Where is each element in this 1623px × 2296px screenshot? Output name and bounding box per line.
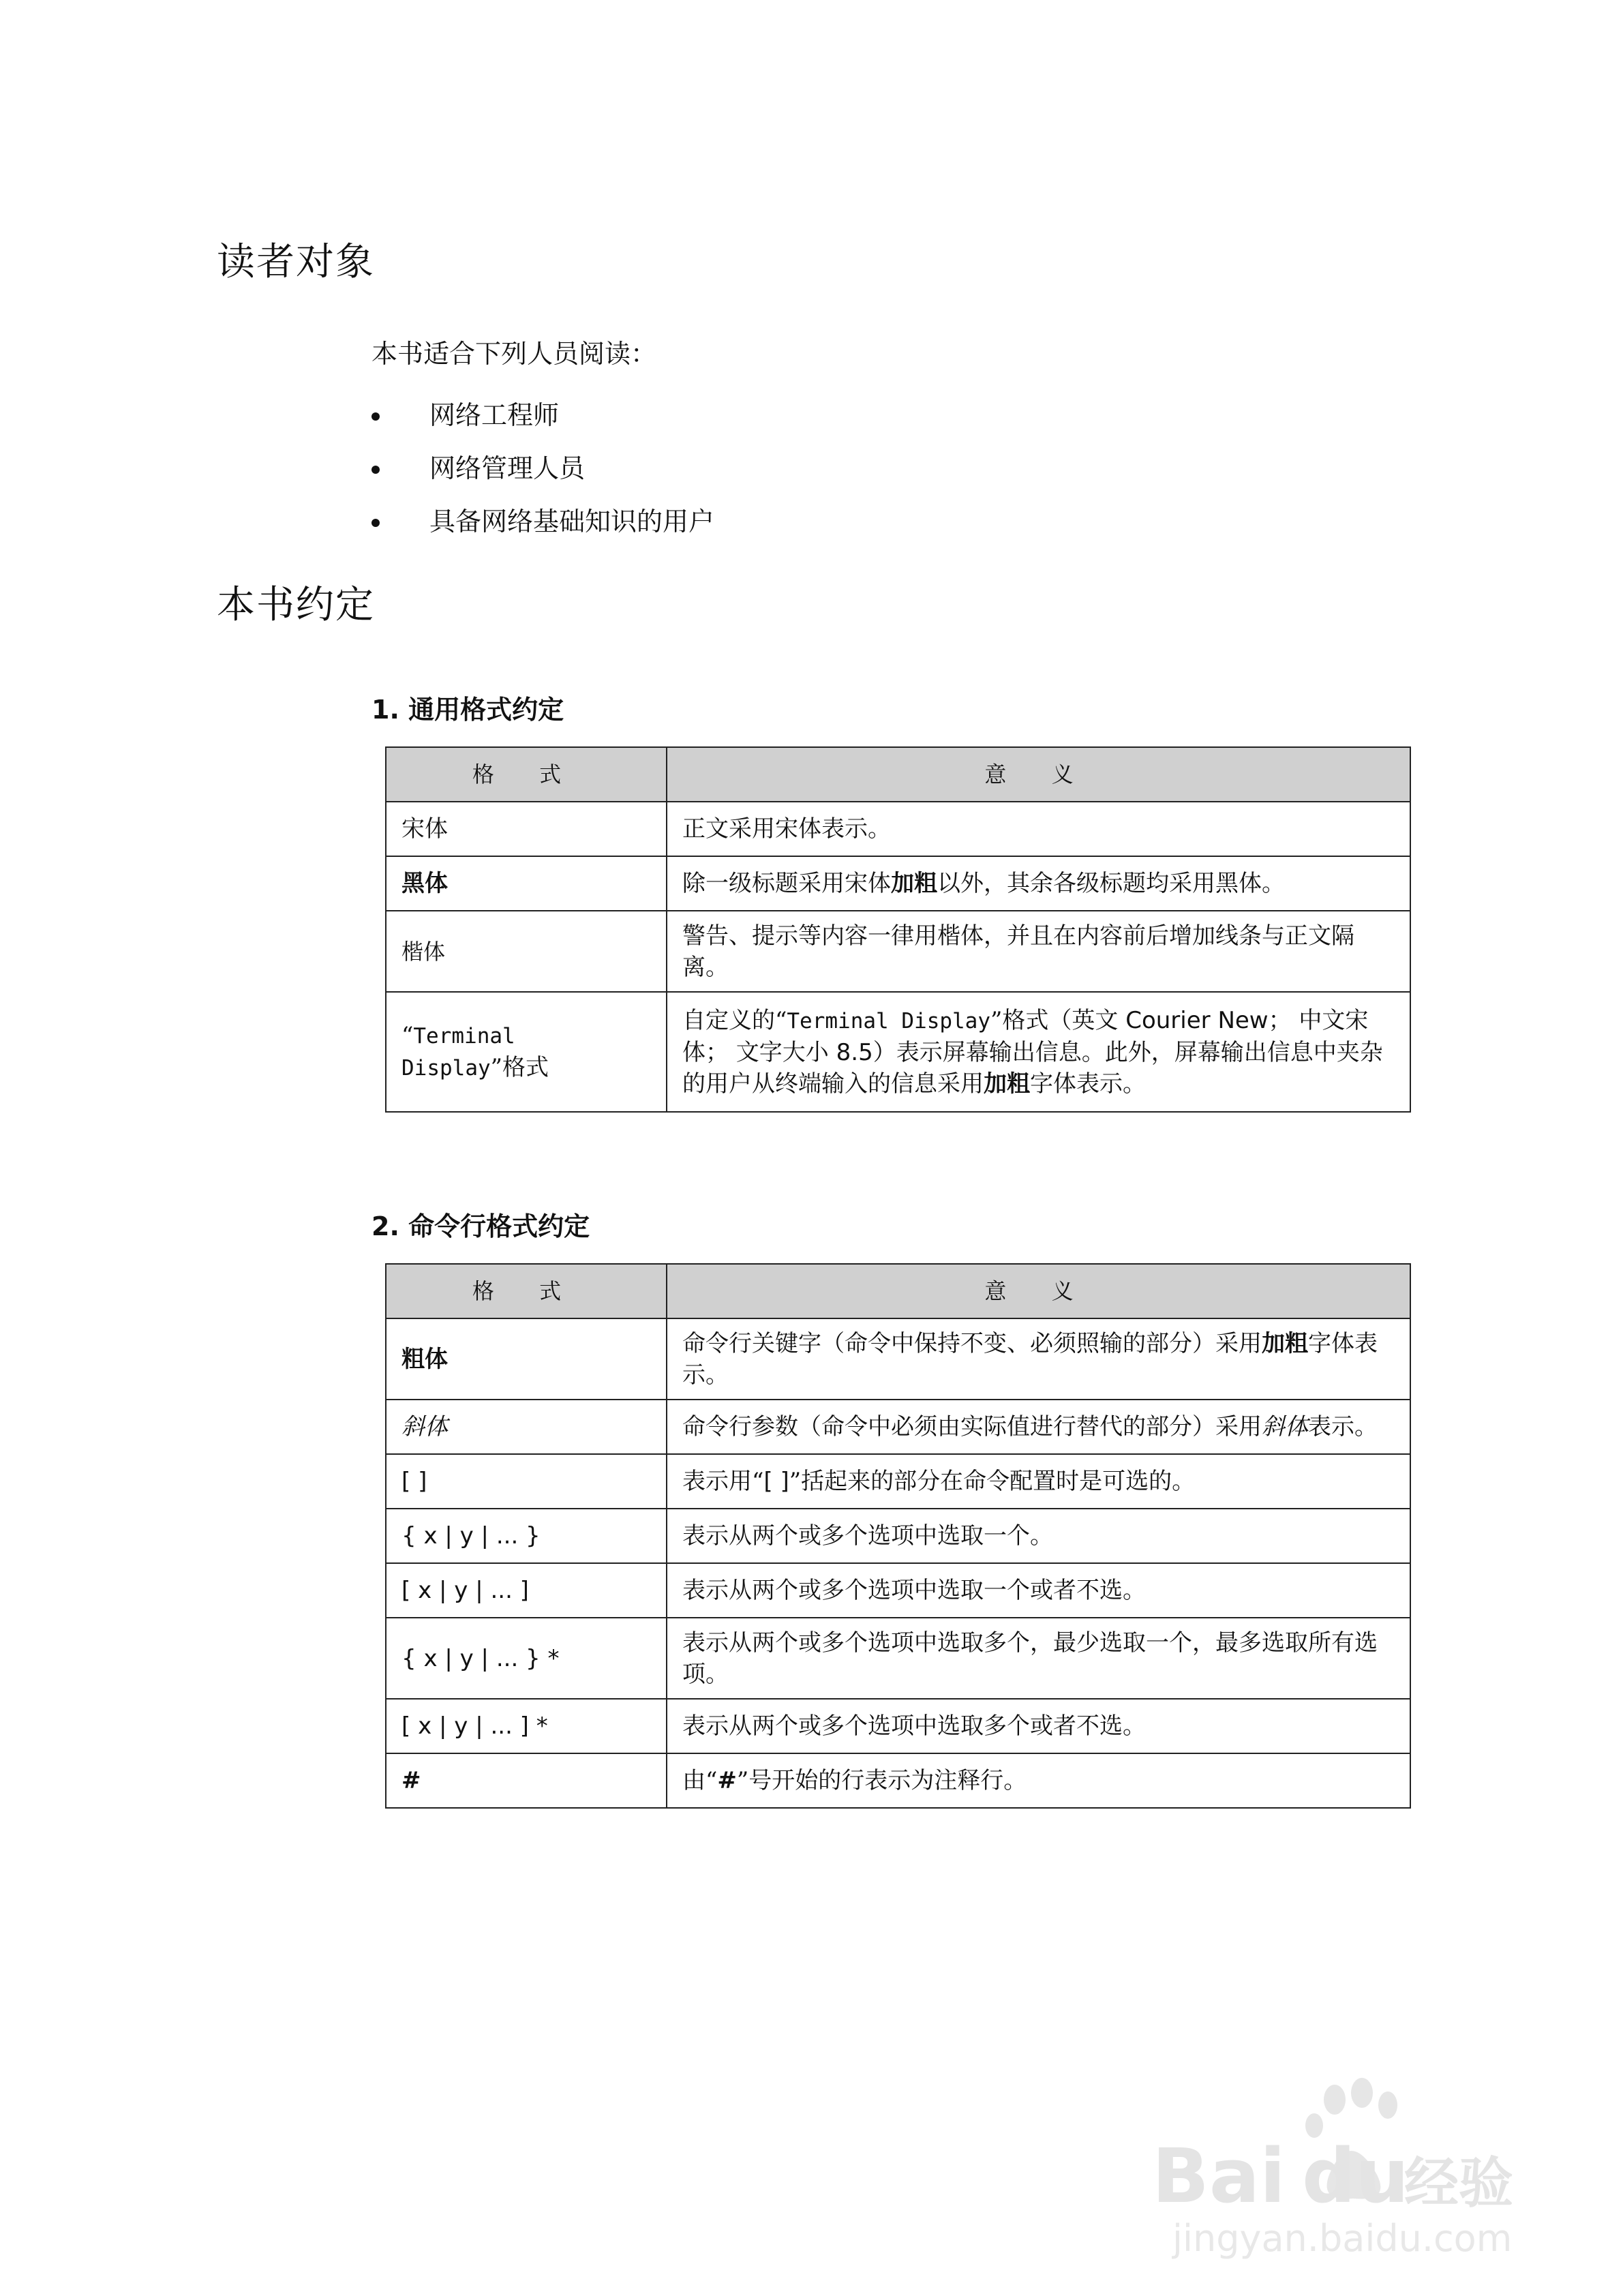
list-item-label: 具备网络基础知识的用户 [429,507,715,537]
meaning-text: 字体表示。 [1030,1070,1146,1098]
meaning-text: ； 中文宋体； 文字大小 [682,1006,1369,1066]
table-row [386,802,1410,856]
meaning-text: 自定义的“ [682,1006,787,1034]
meaning-text: ”格式（英文 [990,1006,1126,1034]
meaning-text: ”号开始的行表示为注释行。 [736,1767,1027,1794]
format-cell: 粗体 [386,1318,667,1400]
list-item [371,389,714,442]
format-mono-text: Terminal Display [401,1024,515,1081]
meaning-text: 表示用“ [682,1468,764,1495]
format-cell: 宋体 [386,802,667,856]
meaning-cell [667,1753,1410,1808]
table-row [386,1753,1410,1808]
meaning-text: 命令行关键字（命令中保持不变、必须照输的部分）采用 [682,1329,1262,1357]
meaning-text: ”括起来的部分在命令配置时是可选的。 [789,1468,1196,1495]
meaning-cell [667,856,1410,911]
meaning-text: 除一级标题采用宋体 [682,870,891,897]
format-cell: 楷体 [386,911,667,992]
table-row [386,856,1410,911]
meaning-sans-text: Courier New [1125,1006,1269,1034]
format-cell: 黑体 [386,856,667,911]
meaning-bold-text: 加粗 [984,1070,1030,1098]
meaning-mono-text: Terminal Display [787,1008,991,1033]
format-text: “ [401,1022,414,1049]
bullet-icon [371,519,380,527]
meaning-text: 表示。 [1308,1413,1378,1440]
meaning-cell: 正文采用宋体表示。 [667,802,1410,856]
table-row [386,1563,1410,1618]
watermark-brand-du: du [1302,2132,1410,2220]
meaning-text: 字体表示。 [682,1329,1378,1389]
meaning-text: 命令行参数（命令中必须由实际值进行替代的部分）采用 [682,1413,1262,1440]
meaning-cell: 表示从两个或多个选项中选取多个或者不选。 [667,1699,1410,1753]
meaning-sans-text: 8.5 [836,1038,873,1066]
format-cell: [ x | y | ... ] * [386,1699,667,1753]
list-item [371,442,714,495]
list-item [371,495,714,548]
column-header-meaning: 意 义 [667,747,1410,802]
list-item-label: 网络工程师 [429,400,560,430]
format-cell: { x | y | ... } [386,1509,667,1563]
table-row [386,1400,1410,1454]
format-cell: [ ] [386,1454,667,1509]
baidu-jingyan-watermark [1145,2072,1527,2277]
format-cell: [ x | y | ... ] [386,1563,667,1618]
column-header-format: 格 式 [386,747,667,802]
list-item-label: 网络管理人员 [429,453,586,483]
table-row [386,1509,1410,1563]
meaning-symbol-text: [ ] [763,1468,789,1495]
meaning-cell [667,992,1410,1112]
table-row [386,1618,1410,1699]
meaning-cell: 表示从两个或多个选项中选取多个，最少选取一个，最多选取所有选项。 [667,1618,1410,1699]
table-row [386,1454,1410,1509]
meaning-italic-text: 斜体 [1262,1413,1308,1440]
table-row [386,1699,1410,1753]
table-header-row [386,1264,1410,1318]
readers-intro: 本书适合下列人员阅读： [371,339,657,369]
meaning-cell: 表示从两个或多个选项中选取一个。 [667,1509,1410,1563]
meaning-symbol-text: # [717,1767,737,1794]
meaning-bold-text: 加粗 [891,870,937,897]
format-cell: 斜体 [386,1400,667,1454]
bullet-icon [371,466,380,474]
format-cell: { x | y | ... } * [386,1618,667,1699]
readers-list [371,389,714,548]
format-cell: # [386,1753,667,1808]
meaning-cell [667,1318,1410,1400]
meaning-text: ）表示屏幕输出信息。此外，屏幕输出信息中夹杂的用户从终端输入的信息采用 [682,1038,1383,1098]
meaning-text: 以外，其余各级标题均采用黑体。 [937,870,1285,897]
format-text: ”格式 [490,1054,549,1081]
watermark-cn: 经验 [1404,2151,1513,2215]
cli-conventions-heading: 2. 命令行格式约定 [371,1211,590,1241]
column-header-format: 格 式 [386,1264,667,1318]
watermark-brand: Bai [1152,2132,1286,2220]
meaning-cell: 表示从两个或多个选项中选取一个或者不选。 [667,1563,1410,1618]
meaning-bold-text: 加粗 [1262,1329,1308,1357]
cli-format-table [385,1263,1411,1809]
section-title-conventions: 本书约定 [217,583,375,627]
watermark-url: jingyan.baidu.com [1172,2217,1513,2260]
column-header-meaning: 意 义 [667,1264,1410,1318]
meaning-cell [667,1454,1410,1509]
meaning-cell [667,1400,1410,1454]
format-cell [386,992,667,1112]
general-format-table [385,746,1411,1113]
table-row [386,992,1410,1112]
general-conventions-heading: 1. 通用格式约定 [371,695,564,725]
table-row [386,1318,1410,1400]
meaning-text: 由“ [682,1767,718,1794]
meaning-cell: 警告、提示等内容一律用楷体，并且在内容前后增加线条与正文隔离。 [667,911,1410,992]
table-row [386,911,1410,992]
section-title-readers: 读者对象 [217,240,375,284]
table-header-row [386,747,1410,802]
bullet-icon [371,412,380,421]
